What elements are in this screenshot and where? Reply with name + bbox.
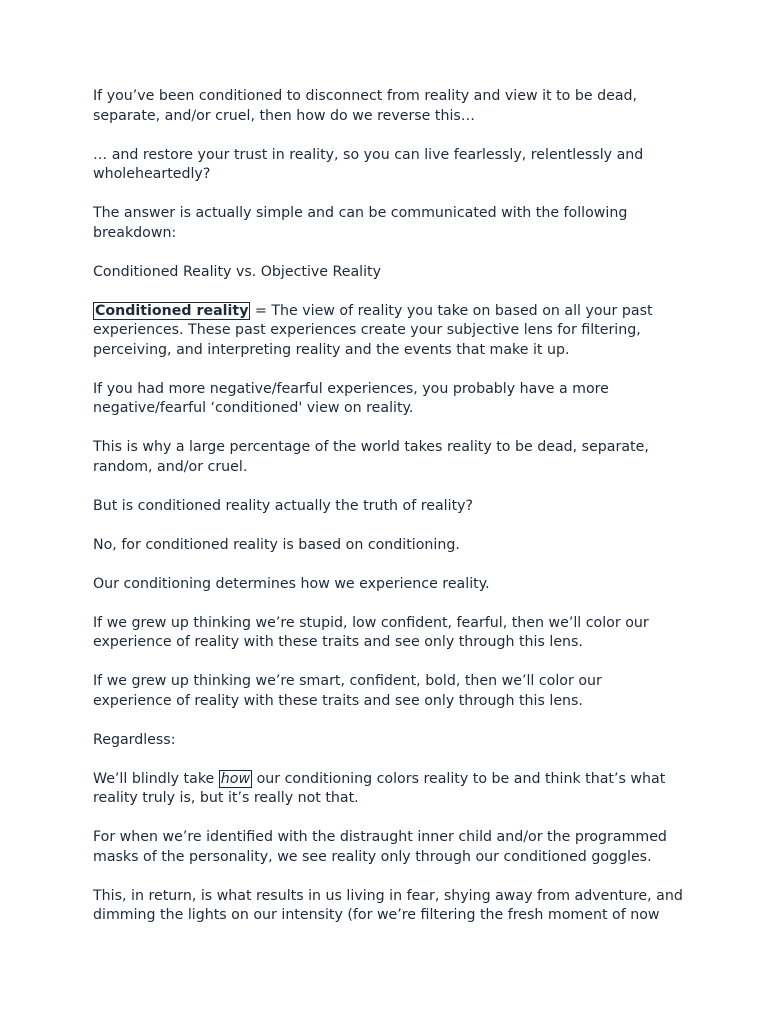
paragraph-conditioning: Our conditioning determines how we experience reality.: [93, 575, 490, 592]
paragraph-world-view: This is why a large percentage of the world takes reality to be dead, separate, random, and/or cruel.: [93, 439, 649, 475]
paragraph-blindly: [93, 770, 683, 809]
section-heading: Conditioned Reality vs. Objective Reality: [93, 263, 382, 280]
paragraph-inner-child: For when we’re identified with the distraught inner child and/or the programmed masks of the personality, we see reality only through our conditioned goggles.: [93, 829, 667, 865]
paragraph-negative-experiences: If you had more negative/fearful experiences, you probably have a more negative/fearful ‘conditioned' view on reality.: [93, 380, 609, 416]
definition-term: Conditioned reality: [95, 302, 249, 319]
paragraph-intro: If you’ve been conditioned to disconnect from reality and view it to be dead, separate, and/or cruel, then how do we reverse this…: [93, 88, 638, 124]
emphasis-before: We’ll blindly take: [93, 770, 219, 787]
definition-text: = The view of reality you take on based on all your past experiences. These past experiences create your subjective lens for filtering, perceiving, and interpreting reality and the events that make it up.: [93, 302, 653, 358]
paragraph-definition: [93, 302, 683, 361]
paragraph-answer-no: No, for conditioned reality is based on conditioning.: [93, 536, 460, 553]
emphasis-word: how: [220, 770, 251, 787]
paragraph-answer: The answer is actually simple and can be communicated with the following breakdown:: [93, 205, 628, 241]
paragraph-fear: This, in return, is what results in us living in fear, shying away from adventure, and dimming the lights on our intensity (for we’re filtering the fresh moment of now: [93, 887, 683, 923]
paragraph-smart: If we grew up thinking we’re smart, confident, bold, then we’ll color our experience of reality with these traits and see only through this lens.: [93, 673, 602, 709]
document-page: [93, 87, 683, 945]
paragraph-question: But is conditioned reality actually the truth of reality?: [93, 497, 474, 514]
paragraph-restore-trust: … and restore your trust in reality, so you can live fearlessly, relentlessly and wholeheartedly?: [93, 146, 644, 182]
emphasis-after: our conditioning colors reality to be and think that’s what reality truly is, but it’s really not that.: [93, 770, 666, 806]
paragraph-regardless: Regardless:: [93, 731, 176, 748]
paragraph-stupid: If we grew up thinking we’re stupid, low confident, fearful, then we’ll color our experience of reality with these traits and see only through this lens.: [93, 614, 649, 650]
